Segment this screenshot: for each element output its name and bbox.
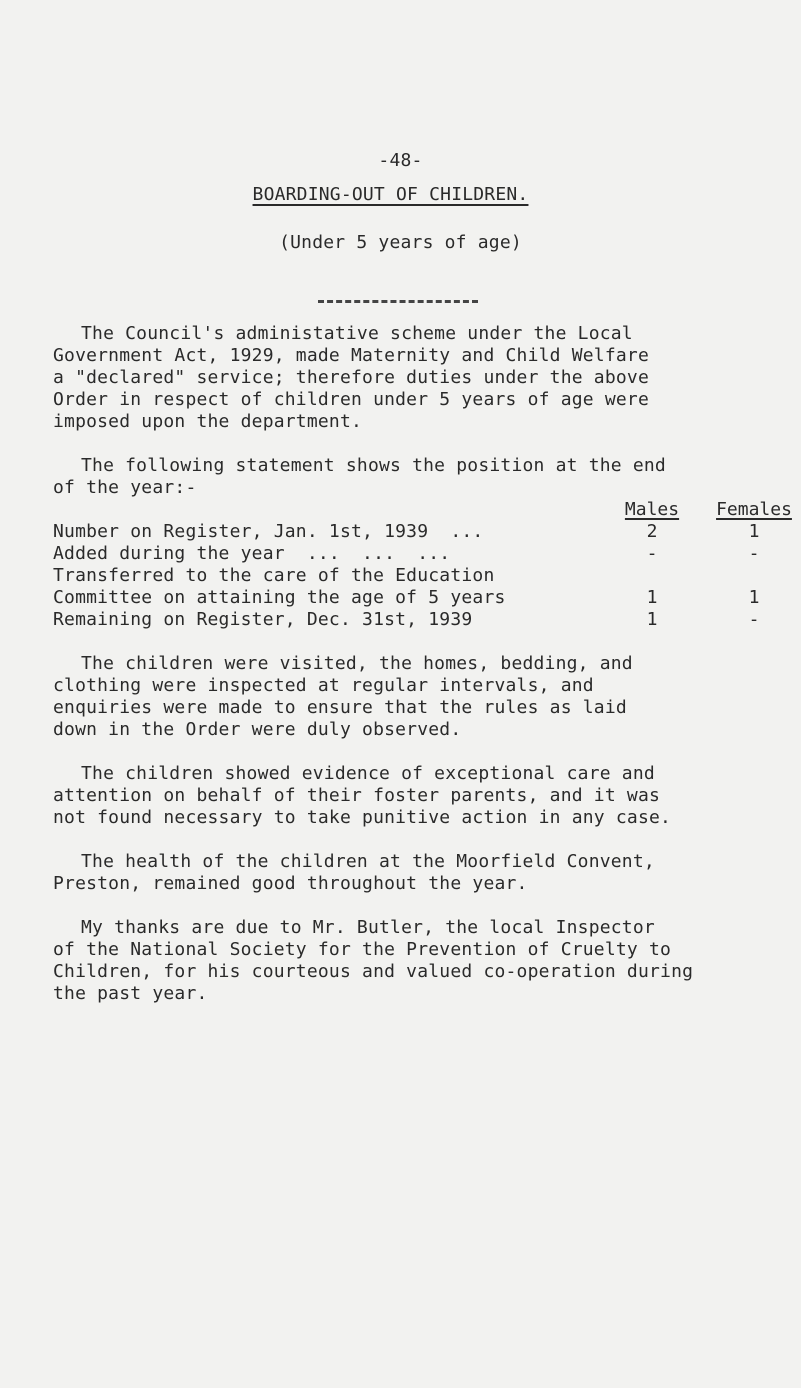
paragraph-line: The children were visited, the homes, bedding, and — [81, 653, 633, 674]
row-label: Number on Register, Jan. 1st, 1939 ... — [53, 521, 484, 542]
row-label: Committee on attaining the age of 5 years — [53, 587, 506, 608]
row-label: Transferred to the care of the Education — [53, 565, 495, 586]
paragraph-line: of the year:- — [53, 477, 197, 498]
row-males: 1 — [646, 587, 658, 608]
paragraph-line: The children showed evidence of exceptional care and — [81, 763, 655, 784]
subtitle: (Under 5 years of age) — [279, 232, 522, 253]
paragraph-line: Children, for his courteous and valued co-operation during — [53, 961, 694, 982]
row-males: 1 — [646, 609, 658, 630]
paragraph-line: of the National Society for the Prevention of Cruelty to — [53, 939, 672, 960]
paragraph-line: The Council's administative scheme under the Local — [81, 323, 633, 344]
page-title — [0, 184, 791, 206]
row-males: - — [646, 543, 658, 564]
page-title-text: BOARDING-OUT OF CHILDREN. — [252, 184, 529, 205]
row-females: - — [748, 543, 760, 564]
paragraph-line: Government Act, 1929, made Maternity and Child Welfare — [53, 345, 649, 366]
paragraph-line: down in the Order were duly observed. — [53, 719, 462, 740]
row-label: Remaining on Register, Dec. 31st, 1939 — [53, 609, 473, 630]
dashed-divider — [318, 300, 478, 303]
paragraph-line: Order in respect of children under 5 years of age were — [53, 389, 649, 410]
header-females: Females — [716, 499, 792, 520]
paragraph-line: Preston, remained good throughout the year. — [53, 873, 528, 894]
page-number: -48- — [378, 150, 423, 171]
row-males: 2 — [646, 521, 658, 542]
header-males: Males — [624, 499, 680, 520]
paragraph-line: the past year. — [53, 983, 208, 1004]
paragraph-line: not found necessary to take punitive action in any case. — [53, 807, 672, 828]
paragraph-line: clothing were inspected at regular intervals, and — [53, 675, 594, 696]
paragraph-line: The health of the children at the Moorfield Convent, — [81, 851, 655, 872]
paragraph-line: a "declared" service; therefore duties under the above — [53, 367, 649, 388]
row-females: 1 — [748, 587, 760, 608]
paragraph-line: My thanks are due to Mr. Butler, the local Inspector — [81, 917, 655, 938]
paragraph-line: attention on behalf of their foster parents, and it was — [53, 785, 661, 806]
row-females: - — [748, 609, 760, 630]
row-females: 1 — [748, 521, 760, 542]
row-label: Added during the year ... ... ... — [53, 543, 451, 564]
paragraph-line: enquiries were made to ensure that the rules as laid — [53, 697, 627, 718]
paragraph-line: The following statement shows the position at the end — [81, 455, 666, 476]
paragraph-line: imposed upon the department. — [53, 411, 363, 432]
